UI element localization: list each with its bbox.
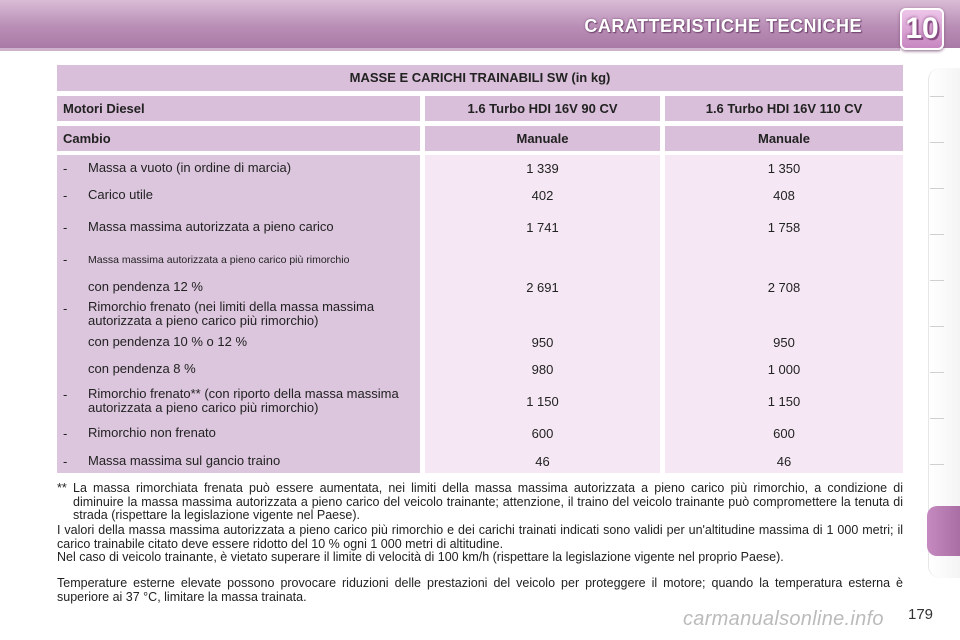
row-value-2: 1 350	[767, 161, 801, 176]
row-label: Carico utile	[88, 187, 154, 202]
paragraph-altitude: I valori della massa massima autorizzata a pieno carico più rimorchio e dei carichi trainati indicati sono validi per un'altitudine massima di 1 000 metri; il carico trainabile citato deve essere ridotto del 10 % ogni 1 000 metri di altitudine.	[57, 523, 903, 551]
tab-divider	[930, 372, 944, 373]
row-label: Massa massima autorizzata a pieno carico	[88, 219, 334, 234]
gearbox-header-1: Manuale	[425, 126, 660, 151]
page-number: 179	[908, 606, 934, 623]
gearbox-header-2: Manuale	[665, 126, 903, 151]
tab-divider	[930, 96, 944, 97]
tab-divider	[930, 234, 944, 235]
row-value-2: 950	[773, 335, 795, 350]
paragraph-temperature: Temperature esterne elevate possono provocare riduzioni delle prestazioni del veicolo per proteggere il motore; quando la temperatura esterna è superiore ai 37 °C, limitare la massa trainata.	[57, 576, 903, 604]
row-value-1: 980	[531, 362, 554, 377]
page-title: CARATTERISTICHE TECNICHE	[584, 16, 862, 36]
row-value-2: 1 758	[767, 220, 801, 235]
active-chapter-tab[interactable]	[927, 506, 960, 556]
chapter-number: 10	[905, 12, 939, 45]
row-value-2: 1 150	[767, 394, 801, 409]
row-label: con pendenza 8 %	[88, 361, 196, 376]
row-value-2: 46	[776, 454, 792, 469]
row-dash: -	[63, 454, 68, 469]
gearbox-header-label: Cambio	[57, 126, 420, 151]
row-value-2: 600	[773, 426, 795, 441]
row-value-1: 1 741	[526, 220, 559, 235]
engine-header-1: 1.6 Turbo HDI 16V 90 CV	[425, 96, 660, 121]
row-value-1: 1 150	[526, 394, 559, 409]
tab-divider	[930, 418, 944, 419]
tab-divider	[930, 464, 944, 465]
engine-header-2: 1.6 Turbo HDI 16V 110 CV	[665, 96, 903, 121]
side-tab-strip	[928, 68, 960, 578]
row-label: Rimorchio non frenato	[88, 425, 216, 440]
engine-header-label: Motori Diesel	[57, 96, 420, 121]
row-label: Rimorchio frenato (nei limiti della massa massima autorizzata a pieno carico più rimorchio)	[88, 299, 375, 328]
tab-divider	[930, 188, 944, 189]
row-dash: -	[63, 220, 68, 235]
row-value-2: 408	[773, 188, 795, 203]
row-label: Massa massima autorizzata a pieno carico più rimorchio	[88, 254, 350, 266]
row-value-1: 600	[531, 426, 554, 441]
footnote-mark: **	[57, 481, 67, 495]
row-dash: -	[63, 252, 68, 267]
tab-divider	[930, 326, 944, 327]
header-divider	[0, 48, 900, 51]
row-label: con pendenza 12 %	[88, 279, 203, 294]
row-value-1: 1 339	[526, 161, 559, 176]
tab-divider	[930, 280, 944, 281]
row-dash: -	[63, 188, 68, 203]
row-label: Rimorchio frenato** (con riporto della massa massima autorizzata a pieno carico più rimorchio)	[88, 386, 399, 415]
row-label: con pendenza 10 % o 12 %	[88, 334, 248, 349]
row-value-2: 1 000	[767, 362, 801, 377]
row-dash: -	[63, 426, 68, 441]
chapter-badge	[900, 8, 944, 50]
tab-divider	[930, 142, 944, 143]
row-dash: -	[63, 161, 68, 176]
row-value-2: 2 708	[767, 280, 801, 295]
row-value-1: 2 691	[526, 280, 559, 295]
watermark: carmanualsonline.info	[683, 608, 884, 630]
table-caption: MASSE E CARICHI TRAINABILI SW (in kg)	[57, 65, 903, 91]
row-label: Massa massima sul gancio traino	[88, 453, 281, 468]
row-dash: -	[63, 387, 68, 402]
row-value-1: 950	[531, 335, 554, 350]
row-label: Massa a vuoto (in ordine di marcia)	[88, 160, 292, 175]
row-value-1: 46	[535, 454, 550, 469]
row-value-1: 402	[531, 188, 554, 203]
row-dash: -	[63, 301, 68, 316]
paragraph-speed-limit: Nel caso di veicolo trainante, è vietato superare il limite di velocità di 100 km/h (rispettare la legislazione vigente nel proprio Paese).	[57, 550, 784, 564]
footnote-text: La massa rimorchiata frenata può essere aumentata, nei limiti della massa massima autorizzata a pieno carico più rimorchio, a condizione di diminuire la massa massima autorizzata a pieno carico del veicolo trainante; attenzione, il traino del veicolo trainante può compromettere la tenuta di strada (rispettare la legislazione vigente nel Paese).	[73, 481, 903, 522]
